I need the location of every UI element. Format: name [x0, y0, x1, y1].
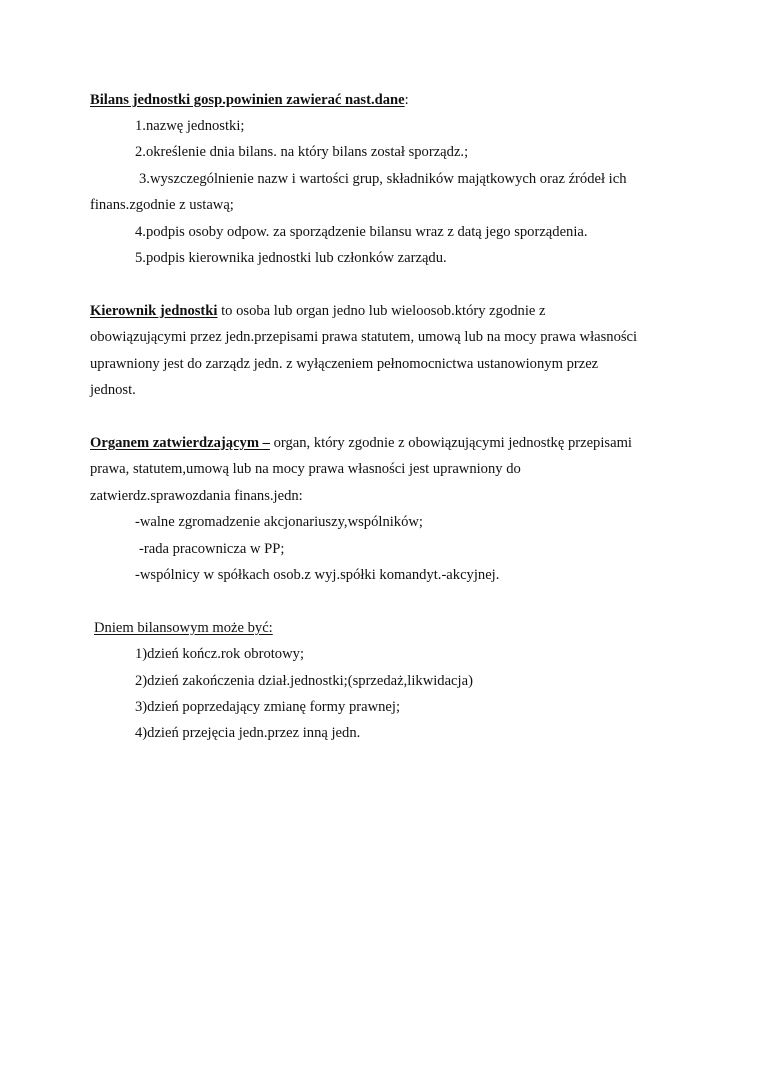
section2-line3: uprawniony jest do zarządz jedn. z wyłączeniem pełnomocnictwa ustanowionym przez: [90, 356, 599, 372]
section4-item-2: 2)dzień zakończenia dział.jednostki;(sprzedaż,likwidacja): [135, 673, 473, 689]
section2-term: Kierownik jednostki: [90, 303, 218, 319]
section1-item-5: 5.podpis kierownika jednostki lub członków zarządu.: [135, 250, 447, 266]
section1-heading: Bilans jednostki gosp.powinien zawierać nast.dane: [90, 92, 405, 108]
section1-item-3-line2: finans.zgodnie z ustawą;: [90, 197, 234, 213]
section3-item-3: -wspólnicy w spółkach osob.z wyj.spółki komandyt.-akcyjnej.: [135, 567, 500, 583]
section4-item-1: 1)dzień kończ.rok obrotowy;: [135, 646, 304, 662]
section3-term: Organem zatwierdzającym –: [90, 435, 270, 451]
section3-line1: [90, 434, 632, 452]
section3-line1-rest: organ, który zgodnie z obowiązującymi jednostkę przepisami: [269, 435, 632, 451]
section1-heading-suffix: :: [404, 92, 409, 108]
section2-line1-rest: to osoba lub organ jedno lub wieloosob.który zgodnie z: [217, 303, 546, 319]
section2-line1: [90, 302, 546, 320]
section3-item-1: -walne zgromadzenie akcjonariuszy,wspólników;: [135, 514, 423, 530]
section3-line3: zatwierdz.sprawozdania finans.jedn:: [90, 488, 303, 504]
section1-heading-line: [90, 91, 409, 109]
section3-item-2: -rada pracownicza w PP;: [139, 541, 285, 557]
section1-item-2: 2.określenie dnia bilans. na który bilans został sporządz.;: [135, 144, 469, 160]
section4-item-3: 3)dzień poprzedający zmianę formy prawnej;: [135, 699, 400, 715]
section3-line2: prawa, statutem,umową lub na mocy prawa własności jest uprawniony do: [90, 461, 521, 477]
section4-heading: [94, 619, 273, 637]
section4-item-4: 4)dzień przejęcia jedn.przez inną jedn.: [135, 725, 361, 741]
section2-line4: jednost.: [90, 382, 136, 398]
section1-item-1: 1.nazwę jednostki;: [135, 118, 245, 134]
section1-item-4: 4.podpis osoby odpow. za sporządzenie bilansu wraz z datą jego sporządenia.: [135, 224, 588, 240]
section4-heading-text: Dniem bilansowym może być:: [94, 620, 273, 636]
section2-line2: obowiązującymi przez jedn.przepisami prawa statutem, umową lub na mocy prawa własności: [90, 329, 638, 345]
section1-item-3-line1: 3.wyszczególnienie nazw i wartości grup, składników majątkowych oraz źródeł ich: [139, 171, 627, 187]
